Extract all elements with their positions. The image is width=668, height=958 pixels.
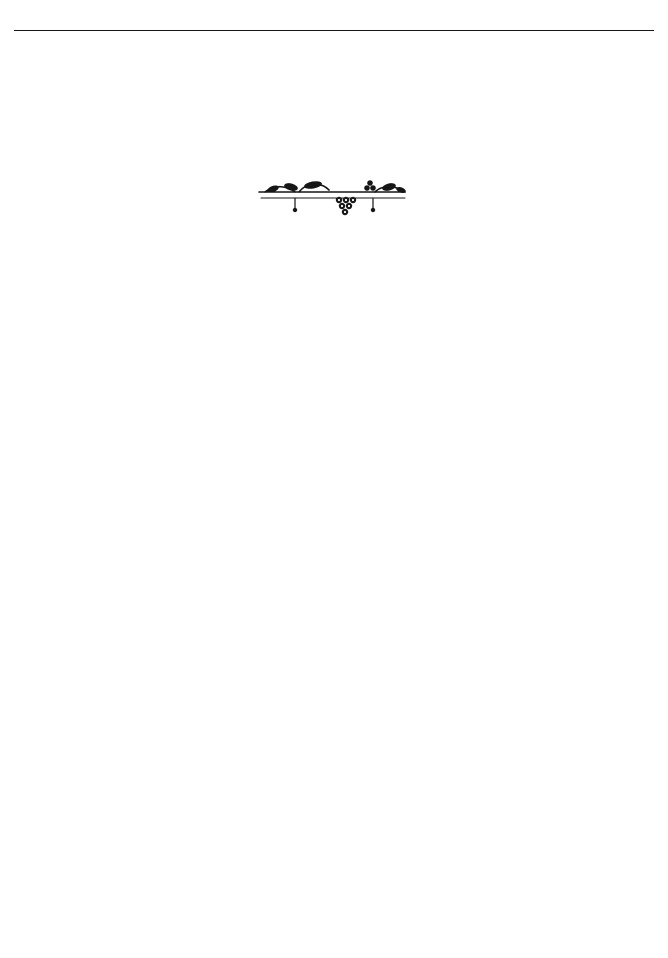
page-header — [14, 6, 654, 30]
header-rule — [14, 30, 654, 31]
vine-grapes-ornament-icon — [255, 180, 415, 216]
